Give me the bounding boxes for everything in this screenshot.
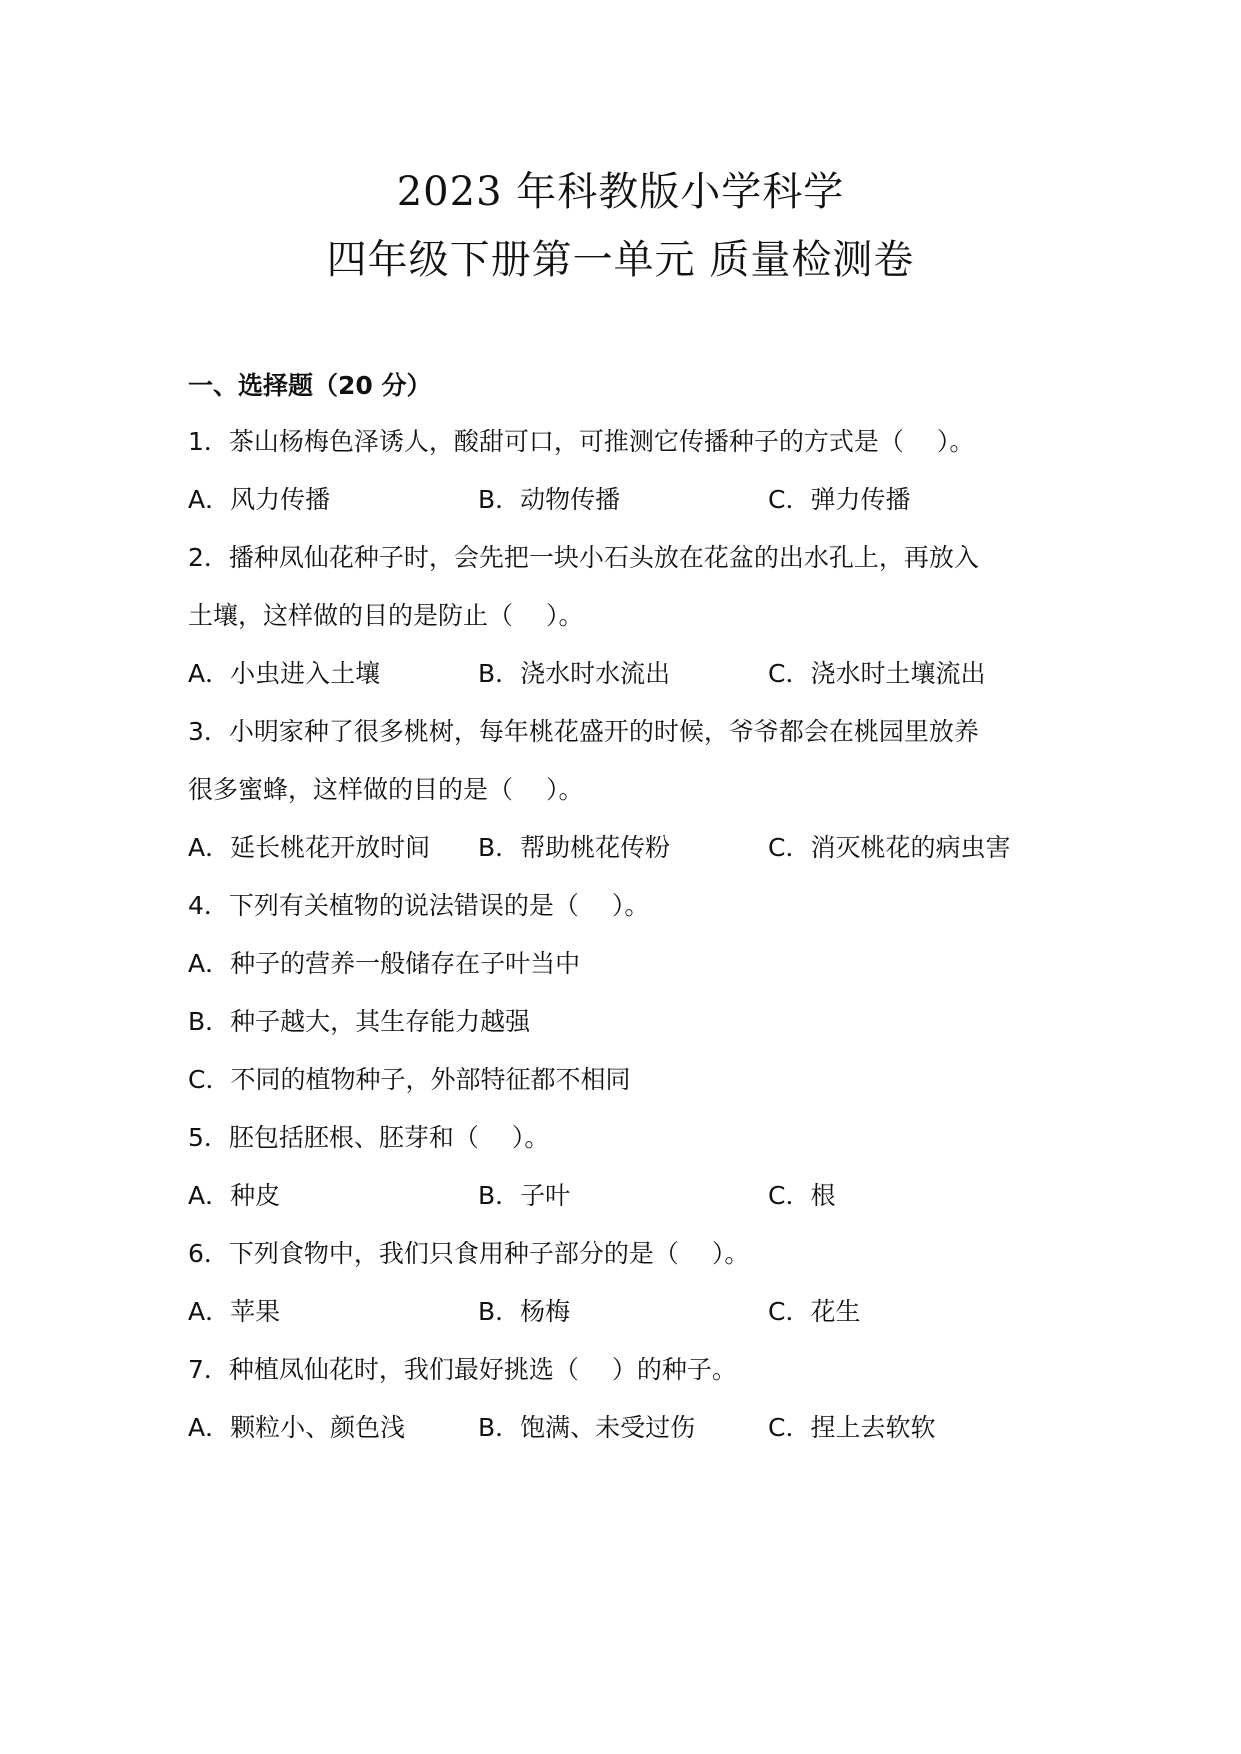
question-4-option-c: C．不同的植物种子，外部特征都不相同 — [188, 1065, 631, 1094]
question-3-options — [188, 833, 1088, 863]
question-5-options — [188, 1181, 1088, 1211]
exam-title-line2: 四年级下册第一单元 质量检测卷 — [326, 237, 915, 283]
question-7-options — [188, 1413, 1088, 1443]
question-2-option-c: C．浇水时土壤流出 — [768, 659, 986, 688]
question-3-option-b: B．帮助桃花传粉 — [478, 833, 671, 862]
question-5-option-b: B．子叶 — [478, 1181, 571, 1210]
question-2-option-b: B．浇水时水流出 — [478, 659, 671, 688]
question-7-text: 7．种植凤仙花时，我们最好挑选（ ）的种子。 — [188, 1355, 737, 1384]
question-1-option-c: C．弹力传播 — [768, 485, 911, 514]
question-5-text: 5．胚包括胚根、胚芽和（ ）。 — [188, 1123, 550, 1152]
question-6-text: 6．下列食物中，我们只食用种子部分的是（ ）。 — [188, 1239, 750, 1268]
question-2-text-line1: 2．播种凤仙花种子时，会先把一块小石头放在花盆的出水孔上，再放入 — [188, 543, 979, 572]
question-6-option-b: B．杨梅 — [478, 1297, 571, 1326]
question-2-options — [188, 659, 1088, 689]
question-4-option-a: A．种子的营养一般储存在子叶当中 — [188, 949, 581, 978]
question-2-text-line2: 土壤，这样做的目的是防止（ ）。 — [188, 601, 584, 630]
question-3-text-line1: 3．小明家种了很多桃树，每年桃花盛开的时候，爷爷都会在桃园里放养 — [188, 717, 979, 746]
section-heading-choice: 一、选择题（20 分） — [188, 371, 432, 400]
question-1-option-a: A．风力传播 — [188, 485, 331, 514]
question-1-option-b: B．动物传播 — [478, 485, 621, 514]
question-1-options — [188, 485, 1088, 515]
question-7-option-a: A．颗粒小、颜色浅 — [188, 1413, 406, 1442]
question-1-text: 1．茶山杨梅色泽诱人，酸甜可口，可推测它传播种子的方式是（ ）。 — [188, 427, 975, 456]
exam-title-line1: 2023 年科教版小学科学 — [396, 169, 845, 215]
question-4-text: 4．下列有关植物的说法错误的是（ ）。 — [188, 891, 650, 920]
question-3-option-a: A．延长桃花开放时间 — [188, 833, 431, 862]
question-5-option-a: A．种皮 — [188, 1181, 281, 1210]
question-5-option-c: C．根 — [768, 1181, 836, 1210]
question-2-option-a: A．小虫进入土壤 — [188, 659, 381, 688]
question-6-option-a: A．苹果 — [188, 1297, 281, 1326]
question-3-option-c: C．消灭桃花的病虫害 — [768, 833, 1011, 862]
question-7-option-b: B．饱满、未受过伤 — [478, 1413, 696, 1442]
question-6-option-c: C．花生 — [768, 1297, 861, 1326]
question-7-option-c: C．捏上去软软 — [768, 1413, 936, 1442]
question-6-options — [188, 1297, 1088, 1327]
question-3-text-line2: 很多蜜蜂，这样做的目的是（ ）。 — [188, 775, 584, 804]
question-4-option-b: B．种子越大，其生存能力越强 — [188, 1007, 531, 1036]
